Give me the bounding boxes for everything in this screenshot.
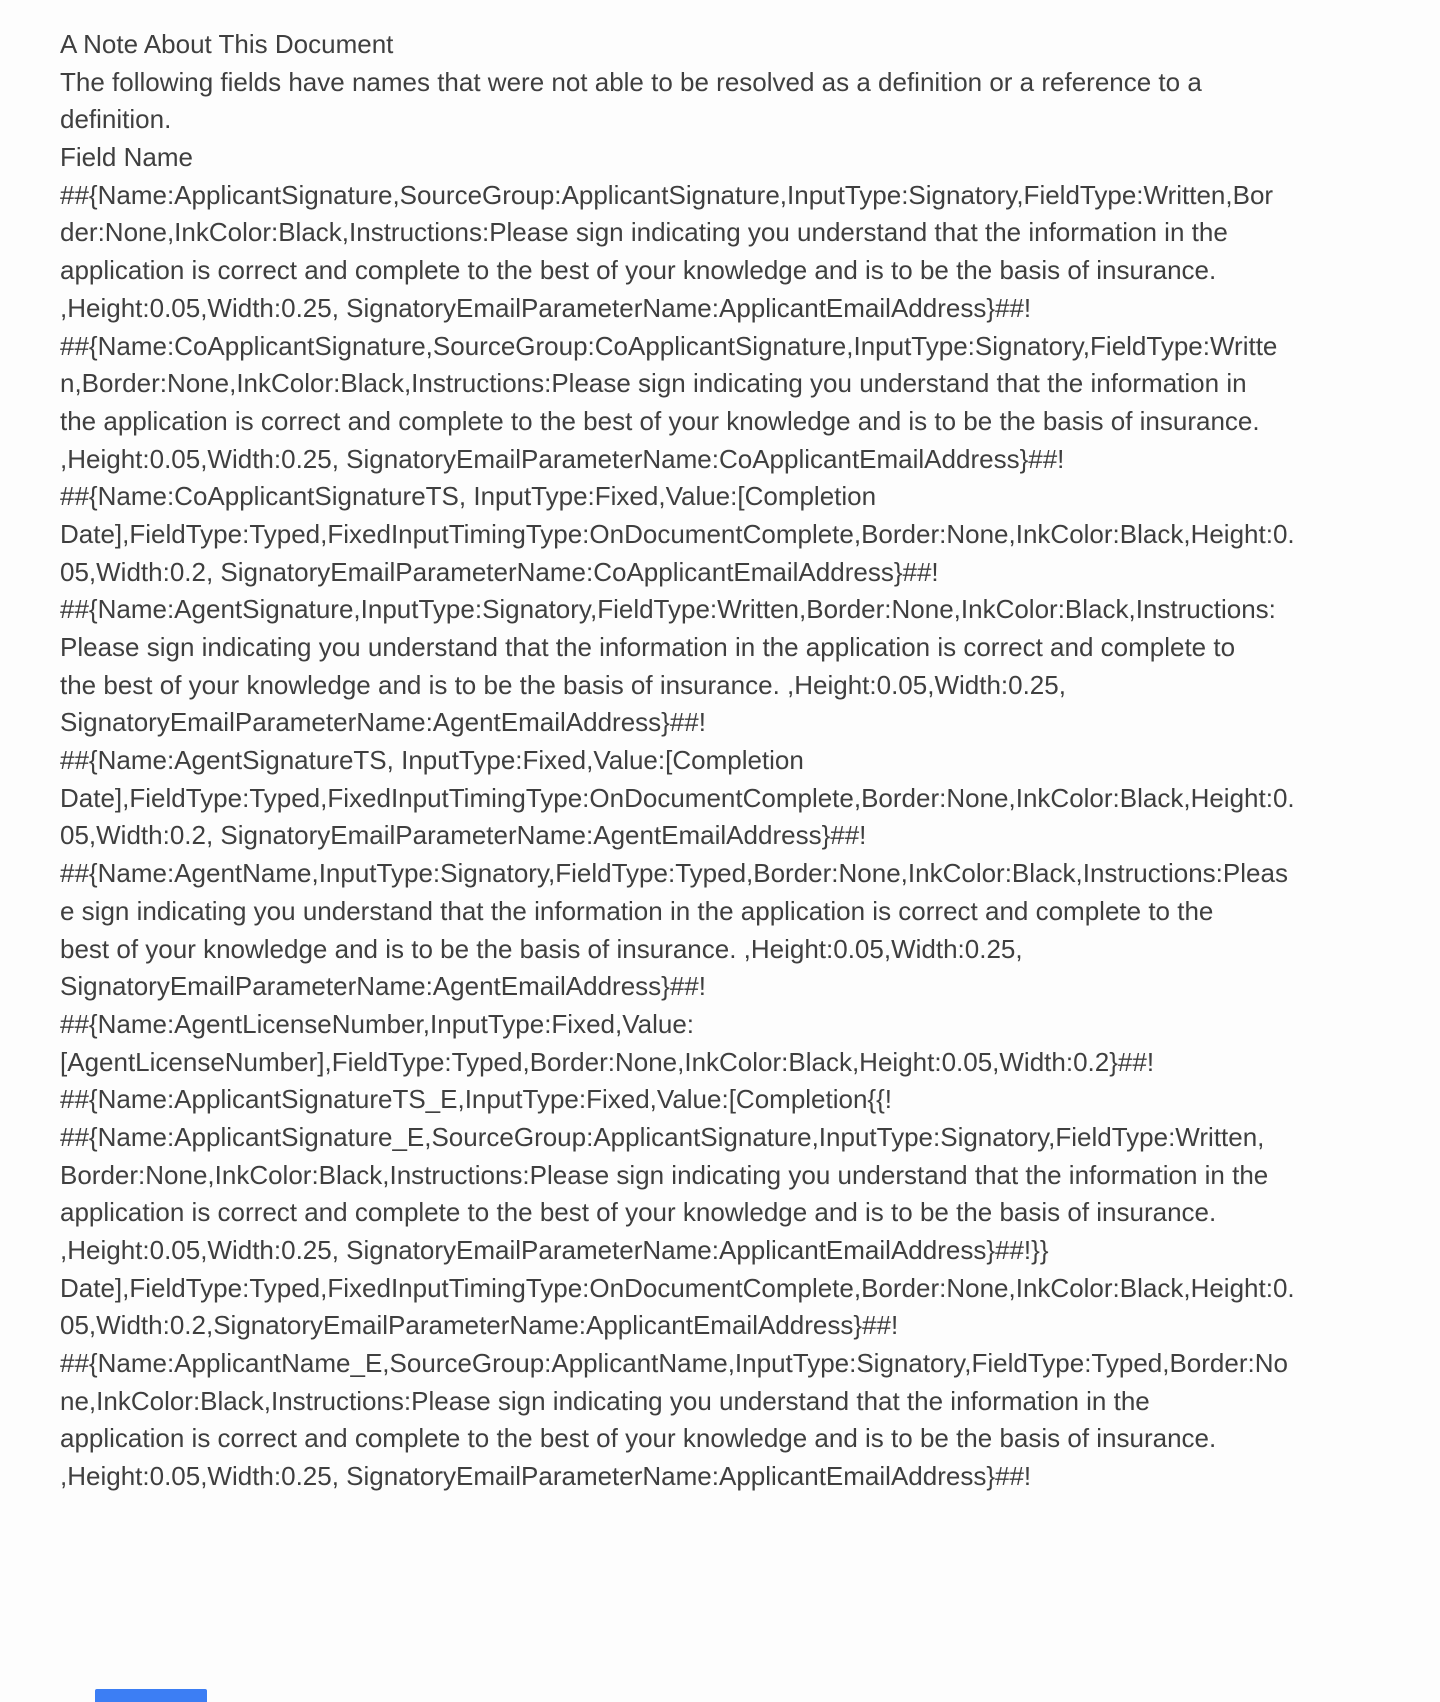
doc-note-title: A Note About This Document [60,29,394,59]
text-line: n,Border:None,InkColor:Black,Instructions:Please sign indicating you understand that the information in [60,368,1247,399]
text-line: ,Height:0.05,Width:0.25, SignatoryEmailParameterName:ApplicantEmailAddress}##!}} [60,1235,1049,1265]
text-line: Please sign indicating you understand that the information in the application is correct and complete to [60,632,1236,662]
doc-intro-line: The following fields have names that were not able to be resolved as a definition or a reference to a [60,66,1202,97]
text-line: ##{Name:CoApplicantSignatureTS, InputType:Fixed,Value:[Completion [60,481,877,512]
text-line: ##{Name:ApplicantName_E,SourceGroup:ApplicantName,InputType:Signatory,FieldType:Typed,Border:No [60,1348,1288,1379]
text-line: ##{Name:CoApplicantSignature,SourceGroup:CoApplicantSignature,InputType:Signatory,FieldType:Writte [60,330,1278,361]
text-line: ne,InkColor:Black,Instructions:Please sign indicating you understand that the information in the [60,1385,1150,1416]
text-line: 05,Width:0.2, SignatoryEmailParameterName:AgentEmailAddress}##! [60,820,867,851]
text-line: e sign indicating you understand that the information in the application is correct and complete to the [60,895,1214,926]
text-line: ,Height:0.05,Width:0.25, SignatoryEmailParameterName:CoApplicantEmailAddress}##! [60,443,1065,474]
text-line: ##{Name:AgentSignatureTS, InputType:Fixed,Value:[Completion [60,745,804,776]
text-line: ##{Name:ApplicantSignatureTS_E,InputType:Fixed,Value:[Completion{{! [60,1084,893,1115]
text-line: Date],FieldType:Typed,FixedInputTimingType:OnDocumentComplete,Border:None,InkColor:Black,Height:0. [60,1272,1295,1303]
doc-intro-line: definition. [60,104,172,135]
text-line: the best of your knowledge and is to be the basis of insurance. ,Height:0.05,Width:0.25, [60,669,1066,700]
text-line: ##{Name:AgentName,InputType:Signatory,FieldType:Typed,Border:None,InkColor:Black,Instructions:Pleas [60,858,1288,889]
text-line: ,Height:0.05,Width:0.25, SignatoryEmailParameterName:ApplicantEmailAddress}##! [60,292,1032,323]
field-name-label: Field Name [60,142,193,173]
text-line: Border:None,InkColor:Black,Instructions:Please sign indicating you understand that the information in the [60,1159,1269,1190]
text-line: 05,Width:0.2,SignatoryEmailParameterName:ApplicantEmailAddress}##! [60,1310,899,1341]
text-line: Date],FieldType:Typed,FixedInputTimingType:OnDocumentComplete,Border:None,InkColor:Black,Height:0. [60,782,1295,813]
text-line: [AgentLicenseNumber],FieldType:Typed,Border:None,InkColor:Black,Height:0.05,Width:0.2}##! [60,1046,1155,1077]
text-line: application is correct and complete to the best of your knowledge and is to be the basis of insurance. [60,255,1217,286]
text-line: application is correct and complete to the best of your knowledge and is to be the basis of insurance. [60,1197,1217,1228]
text-line: ##{Name:AgentLicenseNumber,InputType:Fixed,Value: [60,1008,695,1039]
text-line: SignatoryEmailParameterName:AgentEmailAddress}##! [60,971,706,1002]
text-line: 05,Width:0.2, SignatoryEmailParameterName:CoApplicantEmailAddress}##! [60,556,939,587]
text-line: der:None,InkColor:Black,Instructions:Please sign indicating you understand that the information in the [60,217,1228,248]
text-line: the application is correct and complete to the best of your knowledge and is to be the basis of insurance. [60,405,1260,436]
text-line: application is correct and complete to the best of your knowledge and is to be the basis of insurance. [60,1423,1217,1454]
text-line: ##{Name:ApplicantSignature,SourceGroup:ApplicantSignature,InputType:Signatory,FieldType:Written,Bor [60,179,1274,210]
text-line: ##{Name:ApplicantSignature_E,SourceGroup:ApplicantSignature,InputType:Signatory,FieldType:Written, [60,1121,1265,1152]
bottom-edge-partial-element[interactable] [95,1689,207,1702]
text-line: SignatoryEmailParameterName:AgentEmailAddress}##! [60,707,706,738]
text-line: Date],FieldType:Typed,FixedInputTimingType:OnDocumentComplete,Border:None,InkColor:Black,Height:0. [60,518,1295,549]
document-body [60,26,1420,1496]
text-line: best of your knowledge and is to be the basis of insurance. ,Height:0.05,Width:0.25, [60,933,1023,964]
text-line: ,Height:0.05,Width:0.25, SignatoryEmailParameterName:ApplicantEmailAddress}##! [60,1461,1032,1492]
text-line: ##{Name:AgentSignature,InputType:Signatory,FieldType:Written,Border:None,InkColor:Black,Instructions: [60,594,1276,625]
